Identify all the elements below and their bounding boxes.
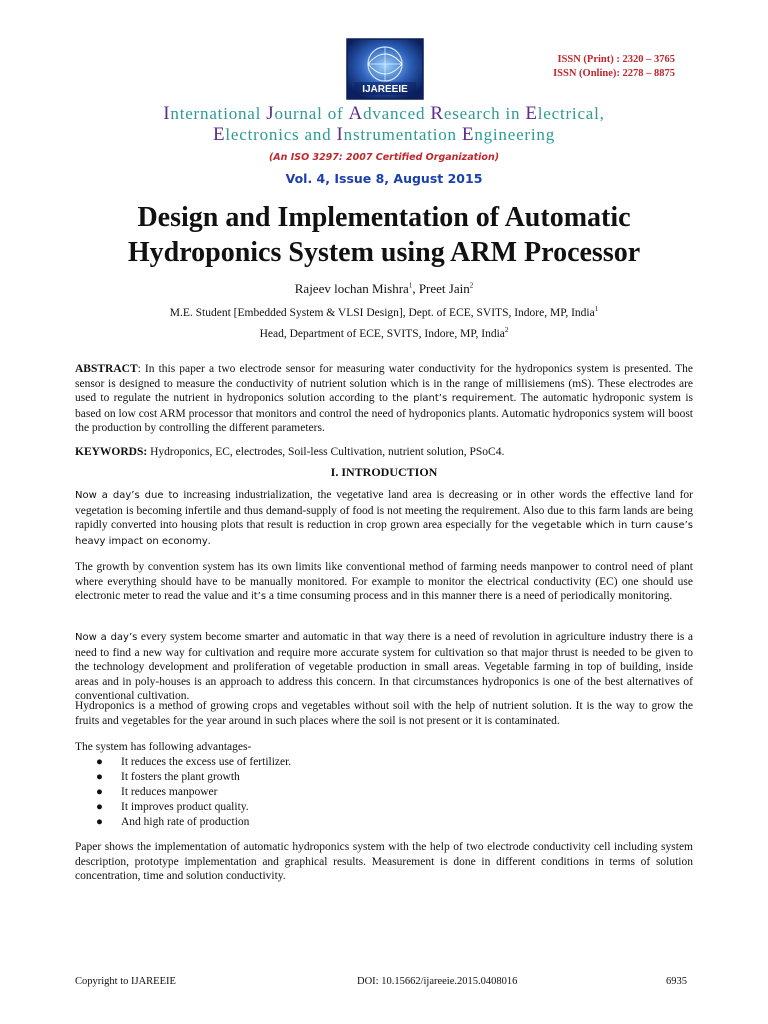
journal-name-capital: J bbox=[266, 103, 275, 124]
affiliation-text: M.E. Student [Embedded System & VLSI Design], Dept. of ECE, SVITS, Indore, MP, India bbox=[169, 306, 595, 319]
journal-name-capital: E bbox=[461, 124, 475, 145]
journal-name-text: lectronics and bbox=[225, 125, 337, 144]
bullet-icon: ● bbox=[96, 800, 103, 813]
list-item-text: It fosters the plant growth bbox=[121, 770, 240, 783]
list-item bbox=[96, 815, 496, 830]
journal-name-capital: I bbox=[336, 124, 344, 145]
paper-title: Design and Implementation of Automatic Hydroponics System using ARM Processor bbox=[127, 202, 641, 268]
volume-issue: Vol. 4, Issue 8, August 2015 bbox=[285, 171, 483, 186]
paragraph-text: The growth by convention system has its own limits like conventional method of farming needs manpower to control need of plant where everything should have to be manually monitored. For example to monitor the electrical conductivity (EC) one should use electronic meter to read the value and bbox=[75, 561, 693, 603]
journal-name-line-2 bbox=[0, 124, 768, 146]
keywords bbox=[75, 445, 693, 460]
journal-name-text: nstrumentation bbox=[343, 125, 462, 144]
list-item bbox=[96, 800, 496, 815]
issn-print: ISSN (Print) : 2320 – 3765 bbox=[557, 54, 675, 65]
list-item-text: It reduces manpower bbox=[121, 785, 218, 798]
advantages-list bbox=[96, 755, 496, 830]
affiliation-mark: 1 bbox=[594, 305, 599, 313]
journal-name-capital: R bbox=[430, 103, 444, 124]
page-number: 6935 bbox=[666, 976, 687, 987]
affiliation bbox=[0, 305, 768, 319]
advantages-intro: The system has following advantages- bbox=[75, 741, 252, 753]
list-item-text: It reduces the excess use of fertilizer. bbox=[121, 756, 292, 768]
journal-name-capital: A bbox=[348, 103, 364, 124]
abstract bbox=[75, 362, 693, 436]
journal-name-text: ngineering bbox=[474, 125, 556, 144]
author-name: Rajeev lochan Mishra bbox=[294, 281, 409, 296]
author-name: Preet Jain bbox=[418, 281, 470, 296]
journal-name-capital: I bbox=[163, 103, 171, 124]
list-item-text: It improves product quality. bbox=[121, 800, 249, 813]
paragraph: Hydroponics is a method of growing crops and vegetables without soil with the help of nutrient solution. It is the way to grow the fruits and vegetables for the year around in such places where the soil is not present or it is contaminated. bbox=[75, 700, 693, 727]
bullet-icon: ● bbox=[96, 815, 103, 828]
journal-name-text: lectrical, bbox=[537, 104, 605, 123]
abstract-text: : In this paper a two electrode sensor for measuring water conductivity for the hydroponics system is presented. The sensor is designed to measure the conductivity of nutrient solution which is in the range of millisiemens (mS). These electrodes are used to regulate the nutrient in hydroponics solution according to bbox=[75, 363, 693, 405]
list-item-text: And high rate of production bbox=[121, 815, 250, 828]
author-list bbox=[0, 281, 768, 297]
affiliation-mark: 2 bbox=[469, 281, 474, 290]
paragraph-text: . bbox=[207, 534, 211, 547]
keywords-text: Hydroponics, EC, electrodes, Soil-less Cultivation, nutrient solution, PSoC4. bbox=[147, 446, 505, 458]
paragraph-text: increasing industrialization, the vegetative land area is decreasing or in other words the effective land for vegetation is becoming infertile and thus demand-supply of food is not meeting the requirement. Also due to this farm lands are being rapidly converted into housing plots that result is reduction in crop grown area especially for bbox=[75, 489, 693, 532]
affiliation-mark: 2 bbox=[504, 326, 509, 334]
section-heading: I. INTRODUCTION bbox=[330, 465, 438, 479]
iso-certification-note: (An ISO 3297: 2007 Certified Organization) bbox=[268, 152, 500, 163]
journal-name-capital: E bbox=[212, 124, 226, 145]
paragraph-text: every system become smarter and automatic in that way there is a need of revolution in agriculture industry there is a need to find a new way for cultivation and require more accurate system for cultivation so that major thrust is needed to be given to the technology development and proliferation of vegetable production in small areas. Vegetable farming in top of building, inside areas and in poly-houses is an approach to address this concern. In that circumstances hydroponics is one of the best alternatives of conventional cultivation. bbox=[75, 631, 693, 703]
list-item bbox=[96, 785, 496, 800]
journal-name-text: ournal of bbox=[274, 104, 349, 123]
journal-name-capital: E bbox=[525, 103, 538, 124]
logo-text: IJAREEIE bbox=[362, 84, 408, 95]
abstract-label: ABSTRACT bbox=[75, 363, 138, 375]
keywords-label: KEYWORDS: bbox=[75, 446, 148, 458]
journal-name-text: nternational bbox=[170, 104, 267, 123]
journal-name-line-1 bbox=[0, 103, 768, 125]
journal-logo bbox=[346, 38, 424, 100]
journal-name-text: dvanced bbox=[363, 104, 431, 123]
paragraph-text: the vegetable which in turn cause’s heavy impact on economy bbox=[75, 520, 693, 547]
paragraph bbox=[75, 488, 693, 549]
issn-online: ISSN (Online): 2278 – 8875 bbox=[553, 68, 675, 79]
bullet-icon: ● bbox=[96, 756, 103, 768]
footer-doi: DOI: 10.15662/ijareeie.2015.0408016 bbox=[357, 976, 518, 987]
paragraph-lead: Now a day’s bbox=[75, 632, 138, 643]
affiliation bbox=[0, 326, 768, 340]
paragraph-lead: Now a day’s due to bbox=[75, 490, 179, 501]
paragraph bbox=[75, 630, 693, 704]
list-item bbox=[96, 770, 496, 785]
bullet-icon: ● bbox=[96, 770, 103, 783]
list-item bbox=[96, 755, 496, 770]
paragraph-text: a time consuming process and in this manner there is a need of periodically monitoring. bbox=[266, 590, 673, 603]
bullet-icon: ● bbox=[96, 785, 103, 798]
footer-copyright: Copyright to IJAREEIE bbox=[75, 976, 176, 987]
abstract-text: . The automatic hydroponic system is based on low cost ARM processor that monitors and control the need of hydroponics plants. Automatic hydroponics system will boost the production by controlling the different parameters. bbox=[75, 392, 693, 435]
paragraph-text: it’s bbox=[250, 591, 267, 603]
affiliation-text: Head, Department of ECE, SVITS, Indore, MP, India bbox=[259, 327, 505, 340]
journal-name-text: esearch in bbox=[443, 104, 526, 123]
paragraph bbox=[75, 560, 693, 605]
abstract-text: the plant’s requirement bbox=[392, 393, 514, 405]
paragraph: Paper shows the implementation of automatic hydroponics system with the help of two electrode conductivity cell including system description, prototype implementation and graphical results. Measurement is done in different conditions in terms of solution concentration, time and solution conductivity. bbox=[75, 841, 693, 883]
affiliation-mark: 1 bbox=[408, 281, 413, 290]
author-separator: , bbox=[412, 281, 419, 296]
